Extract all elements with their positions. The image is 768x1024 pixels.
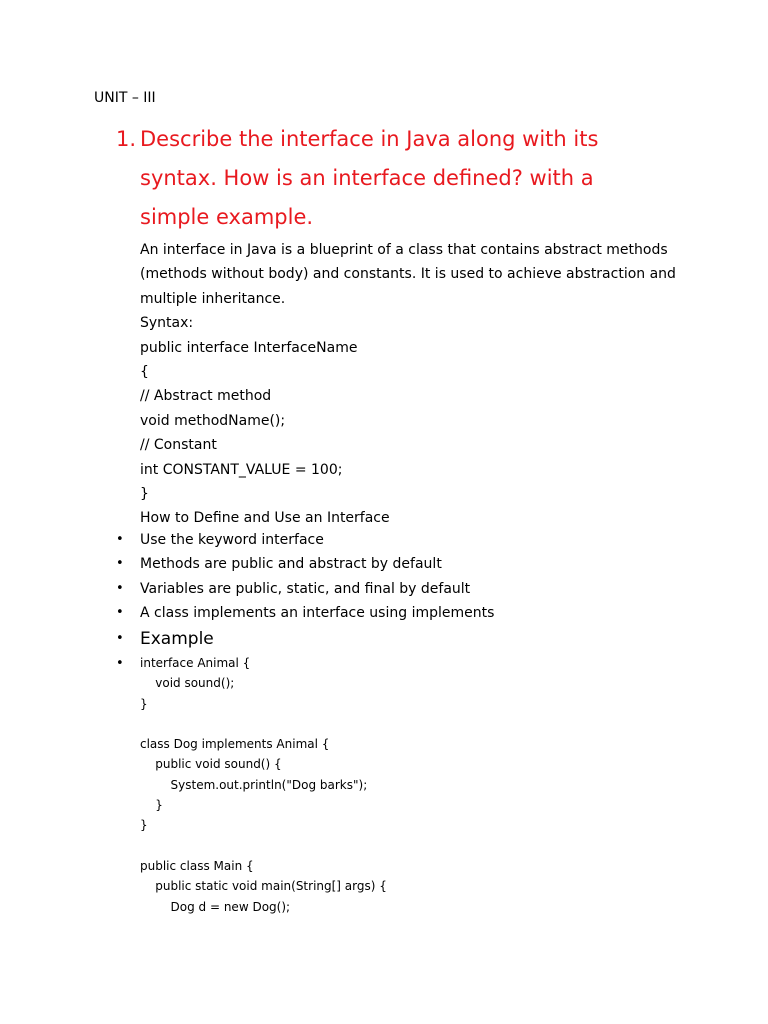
code-line: public class Main { xyxy=(140,858,254,873)
code-line: } xyxy=(140,798,163,813)
bullet-icon: • xyxy=(116,605,124,621)
code-line: Dog d = new Dog(); xyxy=(140,899,291,914)
list-item xyxy=(112,577,672,601)
code-block xyxy=(140,653,387,917)
define-heading: How to Define and Use an Interface xyxy=(140,510,390,527)
question-line: simple example. xyxy=(140,205,314,229)
syntax-line: void methodName(); xyxy=(140,412,286,429)
syntax-line: public interface InterfaceName xyxy=(140,339,358,356)
syntax-line: // Constant xyxy=(140,437,217,454)
bullet-icon: • xyxy=(116,656,124,671)
code-line: public static void main(String[] args) { xyxy=(140,879,387,894)
unit-heading: UNIT – III xyxy=(94,90,156,106)
code-line: } xyxy=(140,818,148,833)
list-item xyxy=(112,601,672,625)
code-line: class Dog implements Animal { xyxy=(140,737,330,752)
code-line: void sound(); xyxy=(140,676,235,691)
list-item-text: Variables are public, static, and final by default xyxy=(140,580,471,597)
list-item-text: Use the keyword interface xyxy=(140,532,324,548)
bullet-list xyxy=(112,528,672,626)
code-line: public void sound() { xyxy=(140,757,282,772)
intro-line: (methods without body) and constants. It is used to achieve abstraction and xyxy=(140,266,676,283)
syntax-line: // Abstract method xyxy=(140,388,272,405)
list-item-text: Methods are public and abstract by default xyxy=(140,556,442,573)
example-label: Example xyxy=(140,629,214,649)
code-line: } xyxy=(140,696,148,711)
code-line: System.out.println("Dog barks"); xyxy=(140,777,368,792)
syntax-line: } xyxy=(140,486,149,503)
bullet-icon: • xyxy=(116,580,124,596)
example-heading xyxy=(112,626,214,652)
question-line: syntax. How is an interface defined? with a xyxy=(140,166,594,190)
bullet-icon: • xyxy=(116,556,124,572)
question-heading xyxy=(116,120,636,237)
code-line: interface Animal { xyxy=(140,656,251,670)
question-number: 1. xyxy=(116,127,137,151)
list-item-text: A class implements an interface using implements xyxy=(140,605,495,622)
intro-line: multiple inheritance. xyxy=(140,290,286,307)
question-line: Describe the interface in Java along with its xyxy=(140,127,599,151)
code-line xyxy=(140,714,387,734)
syntax-line: int CONSTANT_VALUE = 100; xyxy=(140,461,343,478)
intro-line: An interface in Java is a blueprint of a class that contains abstract methods xyxy=(140,242,668,258)
syntax-line: { xyxy=(140,364,149,381)
syntax-label: Syntax: xyxy=(140,315,194,332)
answer-body xyxy=(140,238,676,531)
bullet-icon: • xyxy=(116,532,124,547)
question-text xyxy=(140,120,636,237)
list-item xyxy=(112,528,672,552)
code-line xyxy=(140,836,387,856)
list-item xyxy=(112,552,672,576)
bullet-icon: • xyxy=(116,631,124,646)
